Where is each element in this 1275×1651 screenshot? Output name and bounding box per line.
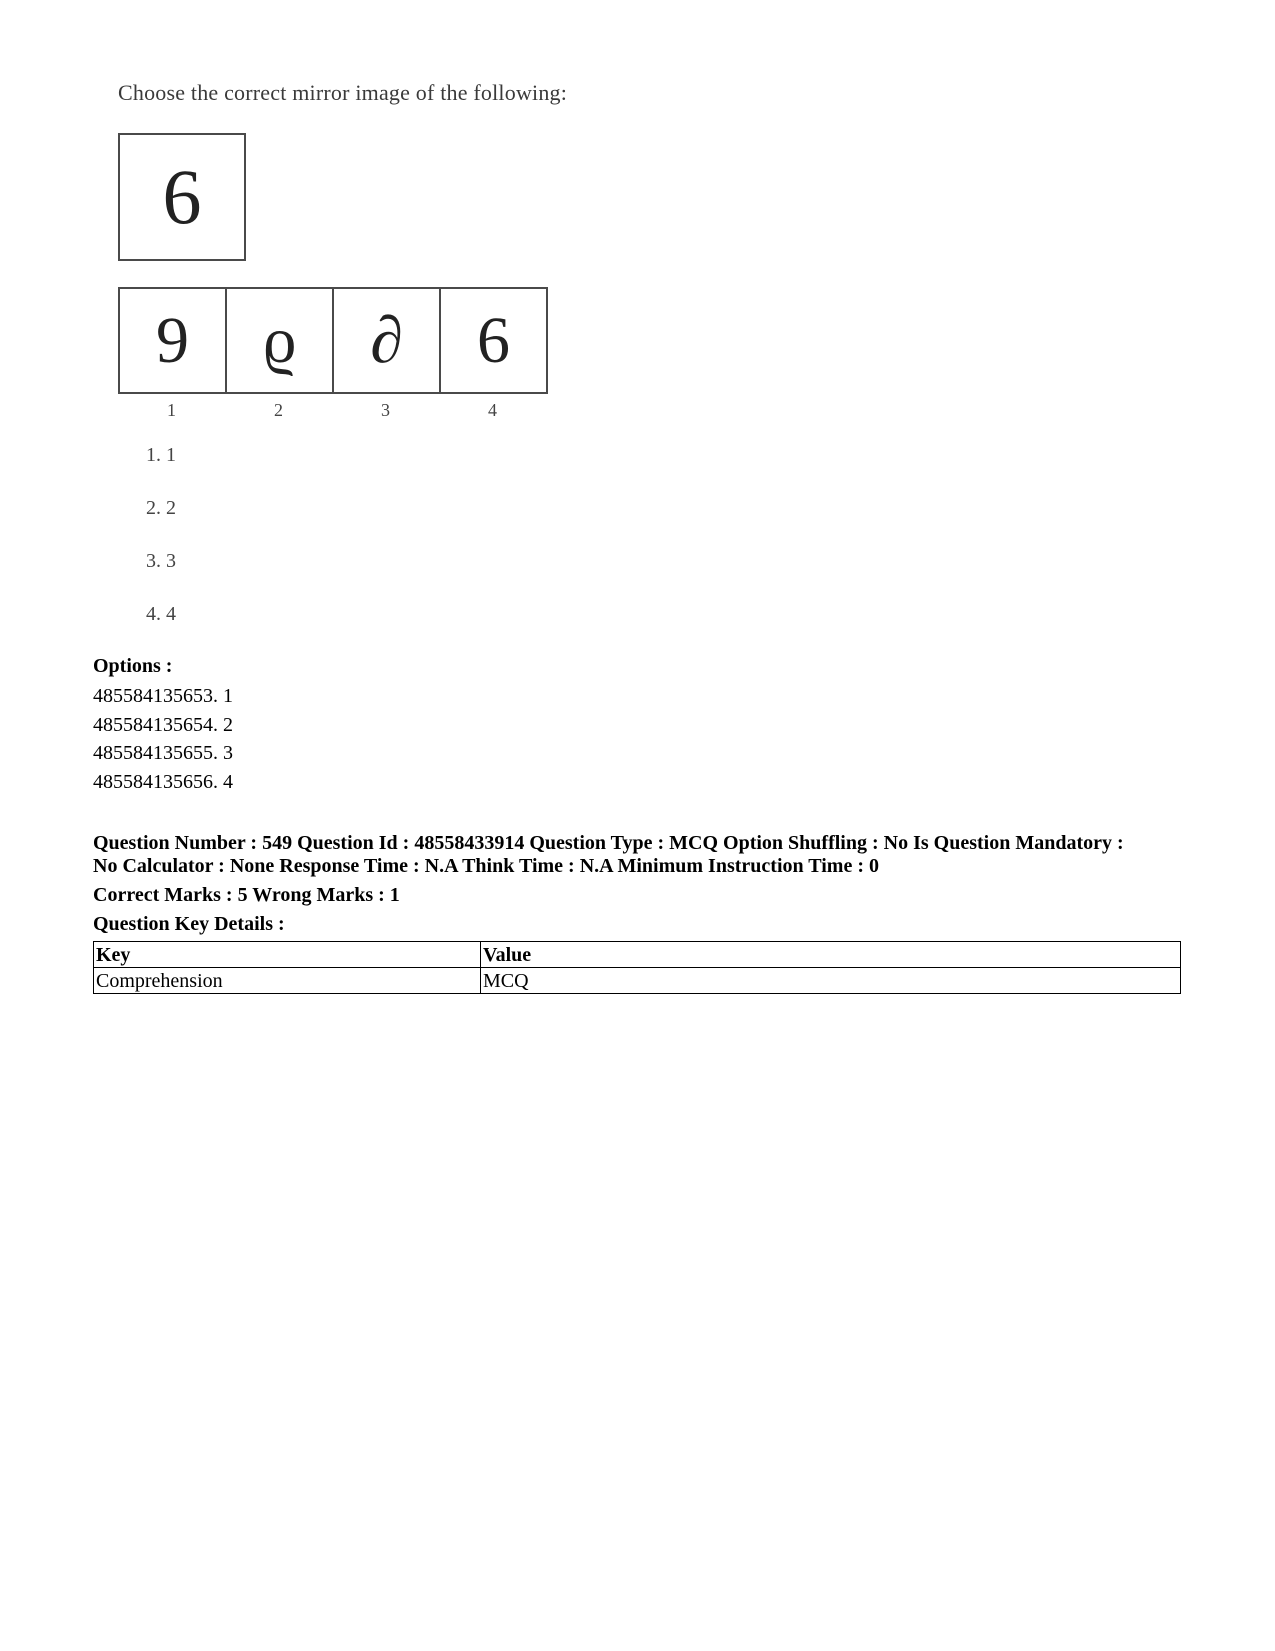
- table-row: [94, 968, 1181, 994]
- choice-figure-1: [120, 289, 227, 392]
- question-meta: [93, 832, 1193, 878]
- table-cell-value: MCQ: [481, 968, 1181, 994]
- table-header-key: Key: [94, 942, 481, 968]
- given-figure-box: [118, 133, 246, 261]
- image-sub-option: 1. 1: [146, 444, 176, 466]
- question-prompt: Choose the correct mirror image of the following:: [118, 80, 568, 105]
- image-sub-option: 2. 2: [146, 497, 176, 519]
- choice-figure-labels: [118, 400, 546, 421]
- image-sub-option: 4. 4: [146, 603, 176, 625]
- table-header-row: [94, 942, 1181, 968]
- choice-figure-1-glyph: 9: [156, 303, 189, 377]
- choice-label-3: 3: [381, 400, 390, 420]
- option-item: 485584135653. 1: [93, 685, 233, 707]
- choice-figure-2-glyph: ϱ: [262, 303, 297, 377]
- choice-label-2: 2: [274, 400, 283, 420]
- options-list: [93, 682, 233, 796]
- choice-label-4: 4: [488, 400, 497, 420]
- table-cell-key: Comprehension: [94, 968, 481, 994]
- key-details-heading: Question Key Details :: [93, 913, 285, 935]
- choice-figure-3: [334, 289, 441, 392]
- options-heading: Options :: [93, 655, 173, 677]
- choice-figure-2: [227, 289, 334, 392]
- image-sub-option: 3. 3: [146, 550, 176, 572]
- choice-figure-4-glyph: 6: [477, 303, 510, 377]
- given-figure-glyph: 6: [162, 153, 202, 240]
- choice-figure-4: [441, 289, 548, 392]
- choice-label-1: 1: [167, 400, 176, 420]
- option-item: 485584135656. 4: [93, 770, 233, 793]
- question-meta-line-2: No Calculator : None Response Time : N.A Think Time : N.A Minimum Instruction Time : 0: [93, 855, 879, 877]
- choice-figures-row: [118, 287, 548, 394]
- question-meta-line-1: Question Number : 549 Question Id : 48558433914 Question Type : MCQ Option Shuffling : No Is Question Mandatory :: [93, 832, 1124, 854]
- image-sub-options: [146, 444, 176, 656]
- choice-figure-3-glyph: ∂: [370, 303, 403, 377]
- key-details-table: [93, 941, 1181, 994]
- option-item: 485584135654. 2: [93, 713, 233, 736]
- table-header-value: Value: [481, 942, 1181, 968]
- marks-line: Correct Marks : 5 Wrong Marks : 1: [93, 884, 400, 906]
- option-item: 485584135655. 3: [93, 742, 233, 764]
